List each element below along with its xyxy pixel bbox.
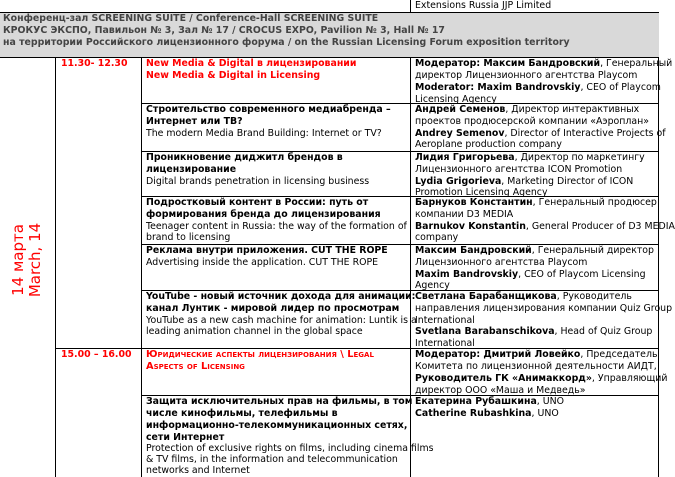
- grid-line: [0, 12, 659, 13]
- moderator-line: [415, 349, 657, 361]
- moderator-line: [415, 373, 667, 385]
- talk-desc-line: networks and Internet: [146, 465, 250, 476]
- speaker-role-en: , Head of Quiz Group: [554, 326, 653, 337]
- talk-title-line: Интернет или ТВ?: [146, 116, 243, 127]
- speaker-line: Promotion Licensing Agency: [415, 187, 548, 198]
- speaker-name-en: Andrey Semenov: [415, 127, 505, 139]
- talk-desc-line: Digital brands penetration in licensing business: [146, 176, 370, 187]
- moderator-name-en: Moderator: Maxim Bandrovskiy: [415, 82, 581, 93]
- moderator-role-en: , CEO of Playcom: [580, 82, 661, 93]
- moderator-name-2: Руководитель ГК «Анимаккорд»: [415, 373, 592, 384]
- session-2-title-line-2: Aspects of Licensing: [146, 361, 245, 372]
- session-1-title-en: New Media & Digital in Licensing: [146, 70, 321, 81]
- speaker-role-en: , CEO of Playcom Licensing: [518, 268, 646, 280]
- talk-title-line: Защита исключительных прав на фильмы, в том: [146, 396, 413, 407]
- speaker-name-en: Svetlana Barabanschikova: [415, 326, 555, 337]
- speaker-line: company: [415, 232, 459, 243]
- talk-title-line: Проникновение диджитл брендов в: [146, 152, 343, 163]
- date-ru: 14 марта: [9, 224, 27, 296]
- top-cell-text: Extensions Russia JJP Limited: [415, 0, 552, 11]
- speaker-line: [415, 176, 633, 188]
- moderator-line: Licensing Agency: [415, 94, 497, 105]
- grid-line: [410, 57, 411, 477]
- speaker-name: Екатерина Рубашкина: [415, 396, 537, 407]
- speaker-name: Светлана Барабанщикова: [415, 291, 557, 302]
- speaker-line: [415, 104, 639, 116]
- speaker-name: Максим Бандровский: [415, 245, 532, 256]
- session-2-time: 15.00 – 16.00: [61, 349, 132, 360]
- speaker-role: , Руководитель: [556, 291, 632, 302]
- speaker-line: [415, 326, 652, 338]
- speaker-line: [415, 221, 675, 233]
- moderator-line: [415, 58, 672, 70]
- speaker-role-en: , UNO: [531, 408, 559, 419]
- talk-title-line: лицензирование: [146, 164, 237, 175]
- moderator-name: Модератор: Дмитрий Ловейко: [415, 349, 581, 360]
- talk-desc-line: YouTube as a new cash machine for animation: Luntik is a: [146, 315, 417, 326]
- speaker-line: Лицензионного агентства ICON Promotion: [415, 164, 623, 175]
- speaker-line: [415, 128, 666, 140]
- moderator-line: Комитета по лицензионной деятельности АИДТ,: [415, 361, 657, 372]
- talk-title-line: числе кинофильмы, телефильмы в: [146, 408, 338, 419]
- session-2-title-line-1: Юридические аспекты лицензирования \ Legal: [146, 349, 374, 360]
- speaker-line: компании D3 MEDIA: [415, 209, 514, 220]
- moderator-role: , Генеральный: [600, 58, 673, 69]
- talk-title-line: канал Лунтик - мировой лидер по просмотрам: [146, 303, 400, 314]
- speaker-line: направления лицензирования компании Quiz Group: [415, 303, 673, 314]
- talk-title-line: Подростковый контент в России: путь от: [146, 197, 369, 208]
- date-label: [10, 223, 44, 297]
- header-line-1: Конференц-зал SCREENING SUITE / Conference-Hall SCREENING SUITE: [3, 13, 379, 24]
- speaker-role-en: , General Producer of D3 MEDIA: [525, 220, 675, 232]
- talk-title-line: Реклама внутри приложения. CUT THE ROPE: [146, 245, 388, 256]
- grid-line: [141, 57, 142, 477]
- talk-title-line: YouTube - новый источник дохода для анимации:: [146, 291, 416, 302]
- talk-desc-line: The modern Media Brand Building: Internet or TV?: [146, 128, 382, 139]
- speaker-name-en: Barnukov Konstantin: [415, 220, 526, 232]
- speaker-role: , Директор интерактивных: [505, 104, 640, 115]
- speaker-name-en: Maxim Bandrovskiy: [415, 268, 519, 280]
- talk-desc-line: brand to licensing: [146, 232, 231, 243]
- speaker-line: Лицензионного агентства Playcom: [415, 257, 588, 268]
- speaker-line: [415, 291, 632, 303]
- speaker-line: International: [415, 337, 475, 349]
- speaker-role: , UNO: [536, 396, 564, 407]
- date-cell: [0, 200, 55, 320]
- moderator-role: , Председатель: [580, 349, 658, 360]
- header-line-3: на территории Российского лицензионного форума / on the Russian Licensing Forum exposition territory: [3, 37, 570, 48]
- speaker-line: Aeroplane production company: [415, 139, 562, 150]
- speaker-line: [415, 408, 559, 420]
- speaker-line: International: [415, 314, 475, 326]
- moderator-line: директор ООО «Маша и Медведь»: [415, 385, 586, 396]
- header-line-2: КРОКУС ЭКСПО, Павильон № 3, Зал № 17 / CROCUS EXPO, Pavilion № 3, Hall № 17: [3, 25, 445, 36]
- talk-title-line: сети Интернет: [146, 432, 225, 443]
- speaker-line: [415, 396, 564, 408]
- speaker-line: [415, 152, 645, 164]
- speaker-name-en: Catherine Rubashkina: [415, 408, 532, 419]
- moderator-line: [415, 82, 661, 94]
- speaker-role-en: , Marketing Director of ICON: [501, 175, 634, 187]
- speaker-name: Лидия Григорьева: [415, 152, 515, 163]
- moderator-name: Модератор: Максим Бандровский: [415, 58, 601, 69]
- grid-line: [55, 57, 56, 477]
- session-1-title-ru: New Media & Digital в лицензировании: [146, 58, 357, 69]
- speaker-role: , Директор по маркетингу: [514, 152, 645, 163]
- speaker-line: проектов продюсерской компании «Аэроплан»: [415, 116, 649, 127]
- moderator-role-2: , Управляющий: [591, 373, 668, 384]
- speaker-line: [415, 197, 657, 209]
- talk-desc-line: leading animation channel in the global space: [146, 326, 363, 337]
- speaker-role: , Генеральный директор: [531, 245, 654, 256]
- grid-line: [410, 0, 411, 12]
- talk-title-line: Строительство современного медиабренда –: [146, 104, 391, 115]
- talk-desc-line: Teenager content in Russia: the way of the formation of: [146, 221, 407, 232]
- speaker-line: [415, 269, 646, 281]
- speaker-name-en: Lydia Grigorieva: [415, 175, 502, 187]
- talk-desc-line: & TV films, in the information and telecommunication: [146, 454, 398, 465]
- speaker-line: Agency: [415, 280, 450, 291]
- talk-title-line: информационно-телекоммуникационных сетях,: [146, 420, 408, 431]
- speaker-name: Барнуков Константин: [415, 197, 533, 208]
- speaker-role: , Генеральный продюсер: [532, 197, 657, 208]
- talk-title-line: формирования бренда до лицензирования: [146, 209, 381, 220]
- date-en: March, 14: [26, 222, 44, 298]
- speaker-role-en: , Director of Interactive Projects of: [504, 127, 666, 139]
- speaker-line: [415, 245, 654, 257]
- grid-line: [658, 57, 659, 477]
- talk-desc-line: Advertising inside the application. CUT THE ROPE: [146, 257, 379, 268]
- moderator-line: директор Лицензионного агентства Playcom: [415, 70, 638, 81]
- talk-desc-line: Protection of exclusive rights on films, including cinema films: [146, 443, 434, 454]
- speaker-name: Андрей Семенов: [415, 104, 506, 115]
- session-1-time: 11.30- 12.30: [61, 58, 128, 69]
